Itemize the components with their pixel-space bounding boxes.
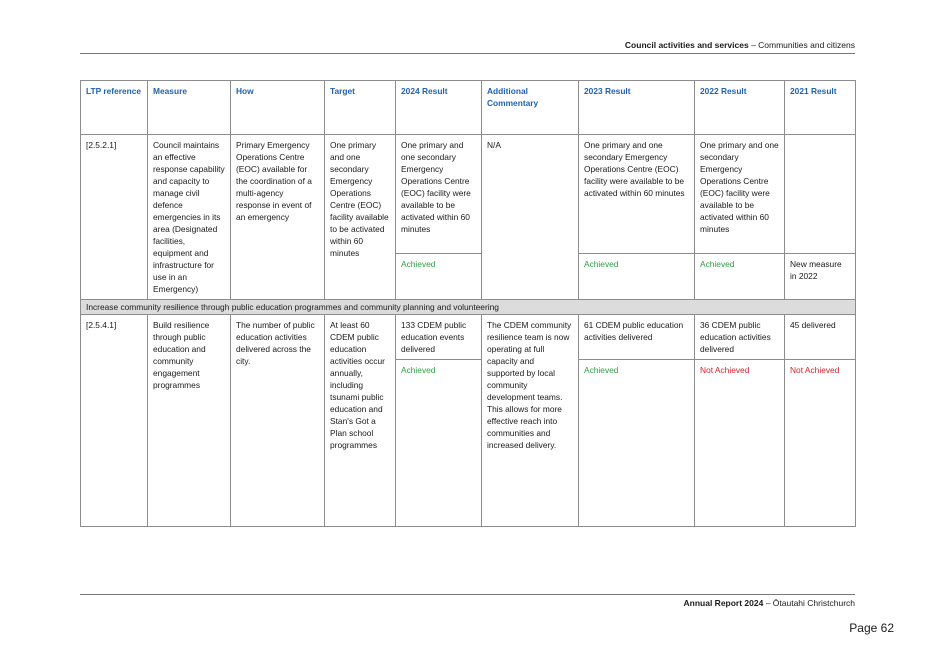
cell-2024-result: One primary and one secondary Emergency Operations Centre (EOC) facility were available to be activated within 60 minutes (396, 135, 482, 254)
cell-how: Primary Emergency Operations Centre (EOC) available for the coordination of a multi-agency response in event of an emergency (231, 135, 325, 300)
cell-2022-result: 36 CDEM public education activities delivered (695, 315, 785, 360)
cell-2021-result: 45 delivered (785, 315, 856, 360)
report-subtitle: – Ōtautahi Christchurch (763, 598, 855, 608)
running-header (80, 40, 855, 50)
table-row (81, 135, 856, 254)
status-2022: Not Achieved (695, 360, 785, 527)
cell-commentary: N/A (482, 135, 579, 300)
header-rule (80, 53, 855, 54)
cell-commentary: The CDEM community resilience team is now operating at full capacity and supported by local community development teams. This allows for more effective reach into communities and increased delivery. (482, 315, 579, 527)
cell-how: The number of public education activities delivered across the city. (231, 315, 325, 527)
footer-rule (80, 594, 855, 595)
section-band-row (81, 300, 856, 315)
col-ltp-reference: LTP reference (81, 81, 148, 135)
status-2021: Not Achieved (785, 360, 856, 527)
table-row (81, 315, 856, 360)
cell-measure: Build resilience through public education and community engagement programmes (148, 315, 231, 527)
status-2024: Achieved (396, 360, 482, 527)
status-2023: Achieved (579, 254, 695, 300)
running-footer (80, 598, 855, 608)
col-2023-result: 2023 Result (579, 81, 695, 135)
status-2022: Achieved (695, 254, 785, 300)
cell-2024-result: 133 CDEM public education events delivered (396, 315, 482, 360)
cell-2022-result: One primary and one secondary Emergency Operations Centre (EOC) facility were available to be activated within 60 minutes (695, 135, 785, 254)
cell-ltp: [2.5.4.1] (81, 315, 148, 527)
col-measure: Measure (148, 81, 231, 135)
cell-target: One primary and one secondary Emergency Operations Centre (EOC) facility available to be activated within 60 minutes (325, 135, 396, 300)
col-2021-result: 2021 Result (785, 81, 856, 135)
section-subtitle: – Communities and citizens (748, 40, 855, 50)
col-how: How (231, 81, 325, 135)
status-2023: Achieved (579, 360, 695, 527)
cell-target: At least 60 CDEM public education activities occur annually, including tsunami public education and Stan's Got a Plan school programmes (325, 315, 396, 527)
col-2024-result: 2024 Result (396, 81, 482, 135)
status-2021: New measure in 2022 (785, 254, 856, 300)
cell-2021-result (785, 135, 856, 254)
cell-ltp: [2.5.2.1] (81, 135, 148, 300)
col-additional-commentary: Additional Commentary (482, 81, 579, 135)
table-header-row (81, 81, 856, 135)
page-number: Page 62 (849, 621, 894, 635)
col-target: Target (325, 81, 396, 135)
section-band: Increase community resilience through public education programmes and community planning and volunteering (81, 300, 856, 315)
cell-2023-result: One primary and one secondary Emergency Operations Centre (EOC) facility were available to be activated within 60 minutes (579, 135, 695, 254)
section-title: Council activities and services (624, 40, 749, 50)
performance-table (80, 80, 856, 527)
cell-2023-result: 61 CDEM public education activities delivered (579, 315, 695, 360)
report-title: Annual Report 2024 (683, 598, 764, 608)
cell-measure: Council maintains an effective response capability and capacity to manage civil defence emergencies in its area (Designated facilities, equipment and infrastructure for use in an Emergency) (148, 135, 231, 300)
status-2024: Achieved (396, 254, 482, 300)
col-2022-result: 2022 Result (695, 81, 785, 135)
